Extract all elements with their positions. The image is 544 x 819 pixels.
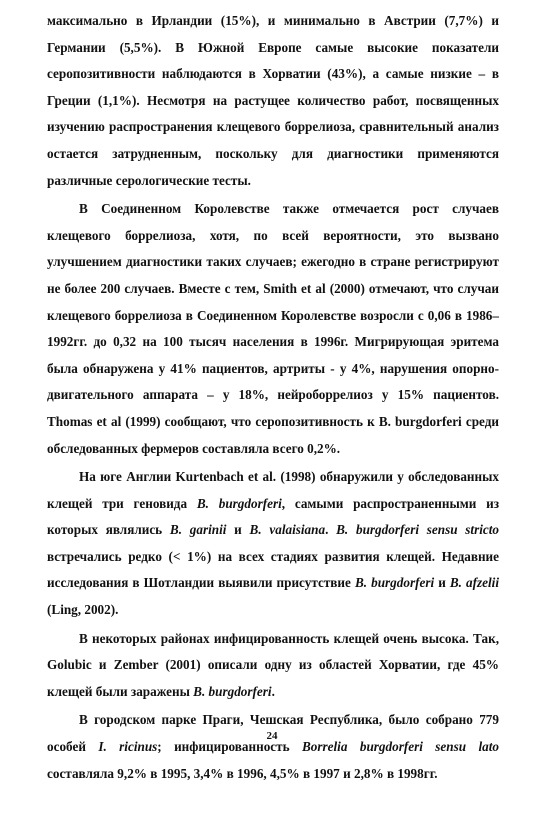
paragraph-p2: [47, 196, 499, 462]
species-name: B. garinii: [169, 522, 227, 538]
text-segment: составляла 9,2% в 1995, 3,4% в 1996, 4,5% в 1997 и 2,8% в 1998гг.: [47, 765, 438, 781]
species-name: B. burgdorferi: [196, 495, 282, 511]
page-number: 24: [266, 730, 278, 742]
paragraph-p1: [47, 8, 499, 194]
species-name: B. burgdorferi: [354, 575, 435, 591]
text-segment: На юге Англии Kurtenbach et al. (1998) обнаружили у обследованных клещей три геновида: [47, 469, 499, 511]
text-segment: В Соединенном Королевстве также отмечается рост случаев клещевого боррелиоза, хотя, по всей вероятности, это вызвано улучшением диагностики таких случаев; ежегодно в стране регистрируют не более 200 случаев. Вместе с тем, Smith et al (2000) отмечают, что случаи клещевого боррелиоза в Соединенном Королевстве возросли с 0,06 в 1986–1992гг. до 0,32 на 100 тысяч населения в 1996г. Мигрирующая эритема была обнаружена у 41% пациентов, артриты - у 4%, нарушения опорно-двигательного аппарата – у 18%, нейроборрелиоз у 15% пациентов. Thomas et al (1999) сообщают, что серопозитивность к B. burgdorferi среди обследованных фермеров составляла всего 0,2%.: [47, 201, 499, 456]
text-segment: (Ling, 2002).: [47, 602, 119, 618]
text-segment: .: [271, 683, 275, 699]
document-page: [47, 8, 499, 787]
text-segment: В городском парке Праги, Чешская Республика, было собрано 779 особей: [47, 712, 499, 755]
species-name: B. burgdorferi: [193, 683, 272, 699]
species-name: Borrelia burgdorferi sensu lato: [302, 739, 499, 755]
text-segment: максимально в Ирландии (15%), и минимально в Австрии (7,7%) и Германии (5,5%). В Южной Европе самые высокие показатели серопозитивности наблюдаются в Хорватии (43%), а самые низкие – в Греции (1,1%). Несмотря на растущее количество работ, посвященных изучению распространения клещевого боррелиоза, сравнительный анализ остается затрудненным, поскольку для диагностики применяются различные серологические тесты.: [47, 13, 499, 188]
text-segment: В некоторых районах инфицированность клещей очень высока. Так, Golubic и Zember (2001) описали одну из областей Хорватии, где 45% клещей были заражены: [47, 630, 499, 699]
text-segment: встречались редко (< 1%) на всех стадиях развития клещей. Недавние исследования в Шотландии выявили присутствие: [47, 548, 499, 591]
species-name: B. burgdorferi sensu stricto: [336, 522, 500, 538]
text-segment: и: [226, 522, 250, 538]
species-name: I. ricinus: [98, 739, 158, 755]
paragraph-p4: [47, 626, 499, 706]
paragraph-p3: [47, 464, 499, 624]
text-segment: и: [434, 575, 450, 591]
text-segment: , самыми распространенными из которых являлись: [47, 495, 499, 538]
species-name: B. afzelii: [449, 575, 499, 591]
text-segment: .: [325, 522, 337, 538]
paragraph-p5: [47, 707, 499, 787]
text-segment: ; инфицированность: [157, 739, 303, 755]
species-name: B. valaisiana: [249, 522, 326, 538]
